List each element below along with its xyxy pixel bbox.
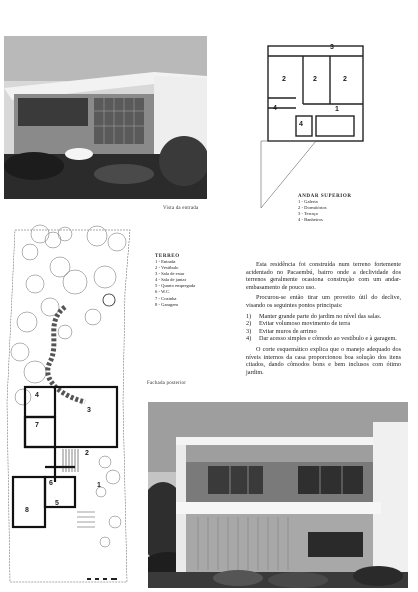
upper-label-4a: 4 xyxy=(273,105,277,112)
upper-label-2c: 2 xyxy=(343,76,347,83)
ground-label-6: 6 xyxy=(49,480,53,487)
list-text: Evitar muros de arrimo xyxy=(259,327,317,335)
ground-label-8: 8 xyxy=(25,507,29,514)
rear-caption: Fachada posterior xyxy=(147,381,187,386)
upper-floor-legend xyxy=(298,194,378,223)
rear-facade-drawing xyxy=(148,402,408,588)
entrance-caption: Vista da entrada xyxy=(163,206,199,211)
upper-legend-item: 3 - Terraço xyxy=(298,211,318,217)
upper-legend-item: 4 - Banheiros xyxy=(298,217,323,223)
upper-label-2a: 2 xyxy=(282,76,286,83)
list-number: 1) xyxy=(246,312,252,320)
upper-label-3: 3 xyxy=(330,44,334,51)
ground-label-3: 3 xyxy=(87,407,91,414)
ground-legend-item: 7 - Cozinha xyxy=(155,295,177,301)
entrance-photo-drawing xyxy=(4,36,207,199)
list-text: Dar acesso simples e cômodo ao vestíbulo e à garagem. xyxy=(259,335,397,343)
article-paragraph: Esta residência foi construída num terreno fortemente acidentado no Pacaembú, bairro onde a declividade dos terrenos geralmente ocasiona construção com um andar-embasamento de pouco uso. xyxy=(246,261,401,291)
ground-label-7: 7 xyxy=(35,422,39,429)
upper-floor-plan-drawing xyxy=(258,36,368,211)
list-number: 4) xyxy=(246,335,252,343)
ground-label-1: 1 xyxy=(97,482,101,489)
article-list xyxy=(246,313,401,343)
ground-floor-title: TERREO xyxy=(155,254,180,259)
upper-label-2b: 2 xyxy=(313,76,317,83)
list-item xyxy=(246,313,401,321)
upper-floor-title: ANDAR SUPERIOR xyxy=(298,194,352,199)
ground-label-5: 5 xyxy=(55,500,59,507)
list-number: 2) xyxy=(246,320,252,328)
ground-legend-item: 5 - Quarto empregada xyxy=(155,283,196,289)
article-body xyxy=(246,261,401,379)
upper-legend-item: 2 - Dormitórios xyxy=(298,205,327,211)
ground-legend-item: 8 - Garagem xyxy=(155,301,178,307)
ground-legend-item: 4 - Sala de jantar xyxy=(155,277,187,283)
list-number: 3) xyxy=(246,327,252,335)
ground-floor-plan xyxy=(5,222,137,587)
list-text: Manter grande parte do jardim no nível das salas. xyxy=(259,312,382,320)
list-item xyxy=(246,328,401,336)
ground-legend-item: 2 - Vestíbulo xyxy=(155,265,179,271)
ground-floor-plan-drawing xyxy=(5,222,137,587)
article-paragraph: O corte esquemático explica que o manejo adequado dos níveis internos da casa proporcionou boa solução dos itens citados, dando cômodos bons e bem inclusos com ótimo jardim. xyxy=(246,345,401,376)
ground-label-4: 4 xyxy=(35,392,39,399)
list-item xyxy=(246,335,401,343)
upper-legend-item: 1 - Galeria xyxy=(298,199,318,204)
upper-label-4b: 4 xyxy=(299,121,303,128)
upper-label-1: 1 xyxy=(335,106,339,113)
rear-facade-photo xyxy=(148,402,408,588)
ground-floor-legend xyxy=(155,254,235,308)
upper-floor-plan xyxy=(258,36,368,211)
ground-legend-item: 3 - Sala de estar xyxy=(155,271,185,277)
entrance-photo xyxy=(4,36,207,199)
ground-legend-item: 6 - W.C. xyxy=(155,289,171,295)
list-text: Evitar volumoso movimento de terra xyxy=(259,320,351,328)
ground-label-2: 2 xyxy=(85,450,89,457)
list-item xyxy=(246,320,401,328)
article-paragraph: Procurou-se então tirar um proveito útil do declive, visando os seguintes pontos principais: xyxy=(246,294,401,309)
ground-legend-item: 1 - Entrada xyxy=(155,259,176,264)
